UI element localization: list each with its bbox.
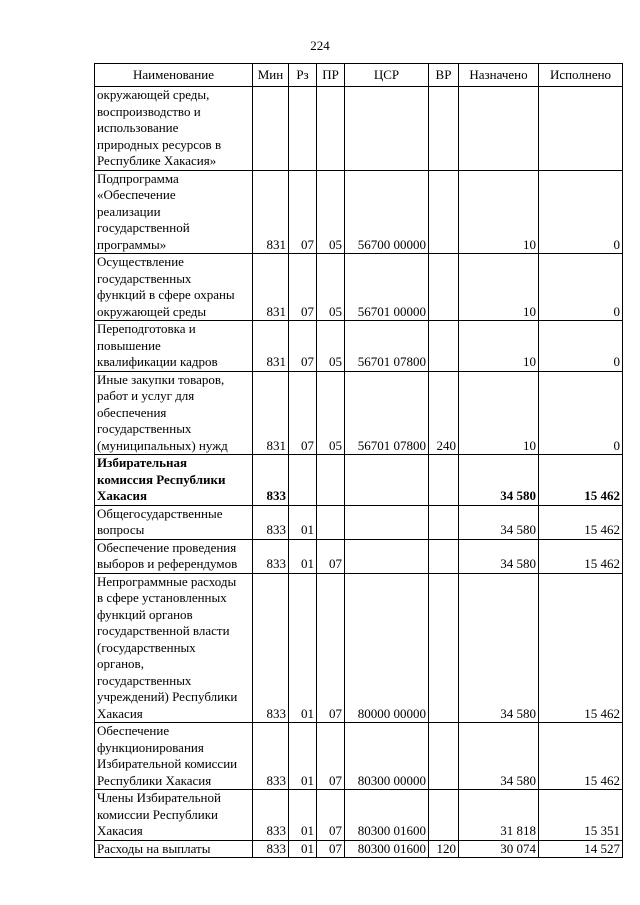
cell-vr: 120 <box>429 840 459 858</box>
cell-name-line: государственной власти <box>97 623 230 638</box>
cell-name-line: Непрограммные расходы <box>97 573 237 589</box>
cell-rz: 07 <box>289 170 317 254</box>
cell-assigned: 10 <box>459 170 539 254</box>
cell-executed: 0 <box>539 371 623 455</box>
cell-vr <box>429 254 459 321</box>
cell-vr <box>429 573 459 723</box>
page-number: 224 <box>310 38 330 53</box>
cell-name-line: Хакасия <box>97 488 147 503</box>
cell-pr: 05 <box>317 170 345 254</box>
cell-name-line: Переподготовка и <box>97 321 196 336</box>
cell-min <box>253 87 289 171</box>
cell-name <box>95 371 253 455</box>
cell-name-line: комиссии Республики <box>97 806 219 822</box>
cell-pr: 07 <box>317 790 345 841</box>
cell-rz: 01 <box>289 505 317 539</box>
table-row <box>95 170 623 254</box>
cell-executed: 15 462 <box>539 505 623 539</box>
cell-name-line: функционирования <box>97 739 204 755</box>
cell-pr <box>317 455 345 506</box>
cell-name-line: Осуществление <box>97 254 184 269</box>
cell-assigned: 34 580 <box>459 455 539 506</box>
cell-name-line: комиссия Республики <box>97 471 226 487</box>
cell-rz: 07 <box>289 371 317 455</box>
budget-table <box>94 63 623 858</box>
cell-pr: 07 <box>317 723 345 790</box>
cell-name-line: использование <box>97 120 179 135</box>
cell-csr: 56701 07800 <box>345 321 429 372</box>
table-header-row <box>95 64 623 87</box>
cell-csr <box>345 87 429 171</box>
cell-executed <box>539 87 623 171</box>
cell-name-line: воспроизводство и <box>97 103 201 119</box>
cell-name-line: Избирательной комиссии <box>97 756 238 771</box>
cell-name-line: обеспечения <box>97 404 167 420</box>
cell-executed: 0 <box>539 254 623 321</box>
cell-csr: 56700 00000 <box>345 170 429 254</box>
cell-assigned: 34 580 <box>459 723 539 790</box>
cell-name-line: работ и услуг для <box>97 388 195 403</box>
header-executed: Исполнено <box>539 64 623 87</box>
cell-name <box>95 723 253 790</box>
cell-name <box>95 254 253 321</box>
cell-name-line: (государственных <box>97 639 196 655</box>
cell-name-line: Обеспечение проведения <box>97 539 237 555</box>
header-min: Мин <box>253 64 289 87</box>
cell-rz: 01 <box>289 840 317 858</box>
cell-name-line: природных ресурсов в <box>97 136 222 152</box>
table-row <box>95 723 623 790</box>
cell-min: 831 <box>253 170 289 254</box>
cell-csr <box>345 505 429 539</box>
cell-assigned: 34 580 <box>459 573 539 723</box>
cell-min: 833 <box>253 840 289 858</box>
cell-executed: 0 <box>539 321 623 372</box>
cell-name-line: «Обеспечение <box>97 187 176 202</box>
cell-assigned: 34 580 <box>459 539 539 573</box>
cell-assigned: 30 074 <box>459 840 539 858</box>
cell-pr: 05 <box>317 321 345 372</box>
cell-name <box>95 455 253 506</box>
table-row <box>95 573 623 723</box>
cell-name-line: Члены Избирательной <box>97 790 221 805</box>
cell-rz <box>289 455 317 506</box>
cell-name-line: функций в сфере охраны <box>97 287 235 302</box>
cell-name <box>95 170 253 254</box>
table-row <box>95 455 623 506</box>
header-pr: ПР <box>317 64 345 87</box>
cell-executed: 14 527 <box>539 840 623 858</box>
cell-name-line: повышение <box>97 337 161 353</box>
cell-name-line: Республики Хакасия <box>97 772 212 788</box>
cell-vr <box>429 723 459 790</box>
cell-executed: 0 <box>539 170 623 254</box>
table-row <box>95 87 623 171</box>
cell-min: 831 <box>253 371 289 455</box>
cell-min: 833 <box>253 455 289 506</box>
cell-assigned: 10 <box>459 371 539 455</box>
cell-pr: 05 <box>317 254 345 321</box>
cell-rz: 07 <box>289 321 317 372</box>
cell-vr <box>429 321 459 372</box>
cell-min: 833 <box>253 573 289 723</box>
cell-name-line: окружающей среды <box>97 303 207 319</box>
cell-csr: 80300 00000 <box>345 723 429 790</box>
cell-assigned: 10 <box>459 254 539 321</box>
table-row <box>95 505 623 539</box>
cell-pr: 07 <box>317 539 345 573</box>
cell-rz: 01 <box>289 723 317 790</box>
cell-name <box>95 840 253 858</box>
cell-name-line: функций органов <box>97 606 193 622</box>
cell-vr <box>429 790 459 841</box>
cell-name-line: Обеспечение <box>97 723 170 738</box>
cell-name-line: программы» <box>97 236 167 252</box>
cell-name-line: вопросы <box>97 522 145 537</box>
cell-rz <box>289 87 317 171</box>
cell-vr <box>429 87 459 171</box>
cell-rz: 01 <box>289 790 317 841</box>
table-row <box>95 790 623 841</box>
cell-name <box>95 505 253 539</box>
table-row <box>95 254 623 321</box>
cell-vr <box>429 505 459 539</box>
cell-name-line: государственных <box>97 672 192 688</box>
cell-name-line: в сфере установленных <box>97 590 227 605</box>
cell-name-line: (муниципальных) нужд <box>97 437 228 453</box>
cell-name-line: Подпрограмма <box>97 170 179 186</box>
cell-name-line: учреждений) Республики <box>97 689 238 704</box>
cell-pr: 07 <box>317 573 345 723</box>
cell-name-line: Иные закупки товаров, <box>97 371 225 387</box>
cell-csr: 80300 01600 <box>345 840 429 858</box>
cell-name-line: Избирательная <box>97 455 188 470</box>
cell-pr: 07 <box>317 840 345 858</box>
cell-name-line: государственных <box>97 270 192 286</box>
cell-vr <box>429 170 459 254</box>
header-assigned: Назначено <box>459 64 539 87</box>
cell-csr <box>345 539 429 573</box>
cell-name-line: государственной <box>97 220 190 235</box>
cell-assigned: 10 <box>459 321 539 372</box>
table-body <box>95 87 623 858</box>
cell-name-line: Хакасия <box>97 705 143 721</box>
cell-min: 833 <box>253 505 289 539</box>
cell-vr <box>429 455 459 506</box>
cell-name-line: Хакасия <box>97 823 143 838</box>
cell-name-line: Общегосударственные <box>97 505 223 521</box>
cell-name <box>95 539 253 573</box>
cell-name-line: реализации <box>97 203 161 219</box>
table-row <box>95 539 623 573</box>
cell-rz: 01 <box>289 573 317 723</box>
cell-pr <box>317 87 345 171</box>
header-rz: Рз <box>289 64 317 87</box>
cell-executed: 15 462 <box>539 539 623 573</box>
cell-name-line: государственных <box>97 421 192 436</box>
cell-rz: 07 <box>289 254 317 321</box>
cell-executed: 15 462 <box>539 573 623 723</box>
cell-vr: 240 <box>429 371 459 455</box>
cell-name-line: Республике Хакасия» <box>97 153 217 168</box>
table-row <box>95 321 623 372</box>
header-csr: ЦСР <box>345 64 429 87</box>
table-row <box>95 840 623 858</box>
cell-csr: 80000 00000 <box>345 573 429 723</box>
cell-name-line: выборов и референдумов <box>97 556 238 571</box>
cell-csr: 56701 07800 <box>345 371 429 455</box>
cell-min: 833 <box>253 723 289 790</box>
cell-executed: 15 351 <box>539 790 623 841</box>
cell-csr <box>345 455 429 506</box>
cell-pr: 05 <box>317 371 345 455</box>
cell-name <box>95 790 253 841</box>
cell-assigned <box>459 87 539 171</box>
cell-pr <box>317 505 345 539</box>
cell-rz: 01 <box>289 539 317 573</box>
cell-min: 831 <box>253 254 289 321</box>
cell-min: 833 <box>253 539 289 573</box>
cell-name <box>95 573 253 723</box>
cell-name-line: квалификации кадров <box>97 354 218 369</box>
cell-assigned: 31 818 <box>459 790 539 841</box>
cell-vr <box>429 539 459 573</box>
cell-name-line: органов, <box>97 656 144 671</box>
cell-assigned: 34 580 <box>459 505 539 539</box>
cell-csr: 56701 00000 <box>345 254 429 321</box>
cell-csr: 80300 01600 <box>345 790 429 841</box>
cell-name-line: Расходы на выплаты <box>97 840 211 856</box>
cell-executed: 15 462 <box>539 455 623 506</box>
cell-name <box>95 321 253 372</box>
cell-min: 833 <box>253 790 289 841</box>
cell-min: 831 <box>253 321 289 372</box>
cell-executed: 15 462 <box>539 723 623 790</box>
cell-name-line: окружающей среды, <box>97 87 210 102</box>
header-vr: ВР <box>429 64 459 87</box>
table-row <box>95 371 623 455</box>
cell-name <box>95 87 253 171</box>
header-name: Наименование <box>95 64 253 87</box>
